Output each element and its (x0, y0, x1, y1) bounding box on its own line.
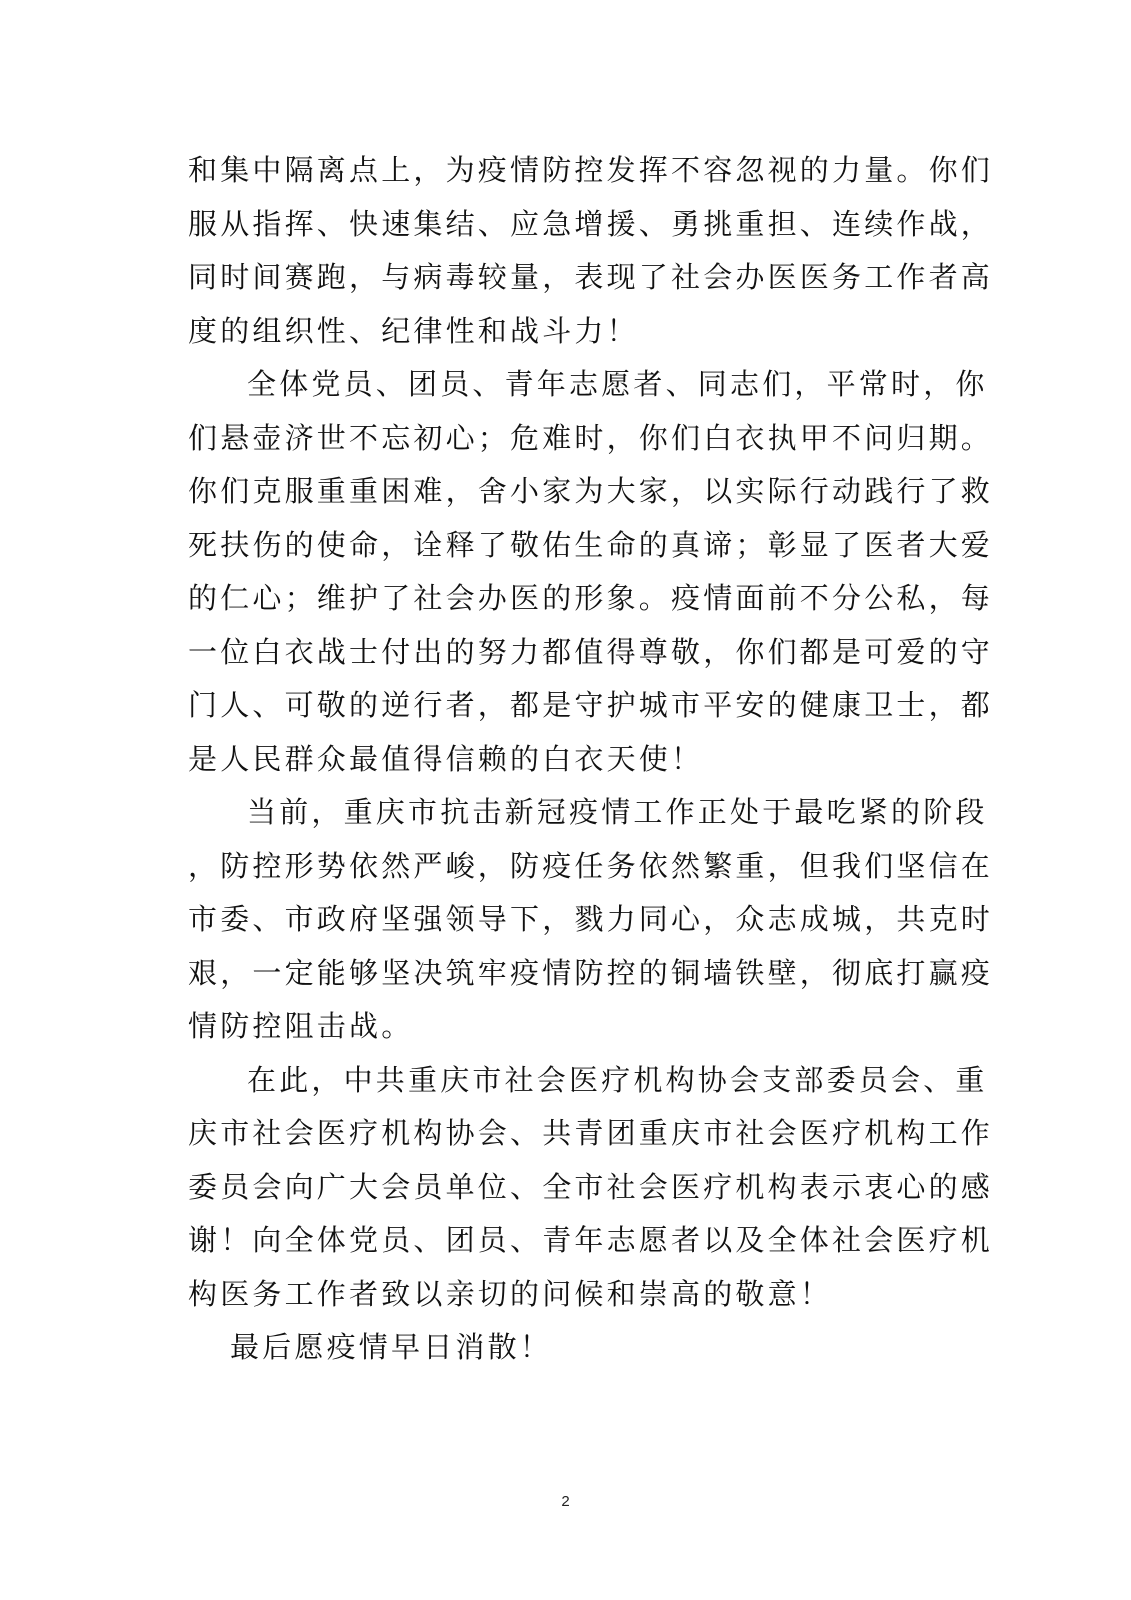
text-line: 服从指挥、快速集结、应急增援、勇挑重担、连续作战， (188, 206, 994, 241)
paragraph-start-line: 在此，中共重庆市社会医疗机构协会支部委员会、重 (247, 1062, 988, 1097)
text-line: 委员会向广大会员单位、全市社会医疗机构表示衷心的感 (188, 1169, 994, 1204)
text-line: 庆市社会医疗机构协会、共青团重庆市社会医疗机构工作 (188, 1116, 994, 1150)
text-line: ，防控形势依然严峻，防疫任务依然繁重，但我们坚信在 (188, 848, 994, 883)
paragraph-start-line: 最后愿疫情早日消散！ (230, 1330, 553, 1364)
text-line: 是人民群众最值得信赖的白衣天使！ (188, 741, 704, 776)
text-line: 艰，一定能够坚决筑牢疫情防控的铜墙铁壁，彻底打赢疫 (188, 955, 994, 990)
text-line: 度的组织性、纪律性和战斗力！ (188, 313, 639, 348)
text-line: 构医务工作者致以亲切的问候和崇高的敬意！ (188, 1276, 833, 1311)
page-number: 2 (561, 1493, 570, 1510)
paragraph-start-line: 全体党员、团员、青年志愿者、同志们，平常时，你 (247, 367, 988, 401)
text-line: 和集中隔离点上，为疫情防控发挥不容忽视的力量。你们 (188, 153, 994, 187)
text-line: 你们克服重重困难，舍小家为大家，以实际行动践行了救 (188, 474, 994, 508)
text-line: 死扶伤的使命，诠释了敬佑生命的真谛；彰显了医者大爱 (188, 527, 994, 562)
paragraph-start-line: 当前，重庆市抗击新冠疫情工作正处于最吃紧的阶段 (247, 795, 988, 829)
text-line: 谢！向全体党员、团员、青年志愿者以及全体社会医疗机 (188, 1223, 994, 1257)
text-line: 一位白衣战士付出的努力都值得尊敬，你们都是可爱的守 (188, 634, 994, 669)
text-line: 的仁心；维护了社会办医的形象。疫情面前不分公私，每 (188, 581, 994, 615)
text-line: 同时间赛跑，与病毒较量，表现了社会办医医务工作者高 (188, 260, 994, 294)
text-line: 情防控阻击战。 (188, 1009, 414, 1043)
text-line: 们悬壶济世不忘初心；危难时，你们白衣执甲不问归期。 (188, 420, 994, 455)
body-text (188, 144, 994, 1375)
text-line: 门人、可敬的逆行者，都是守护城市平安的健康卫士，都 (188, 688, 994, 722)
text-line: 市委、市政府坚强领导下，戮力同心，众志成城，共克时 (188, 902, 994, 936)
